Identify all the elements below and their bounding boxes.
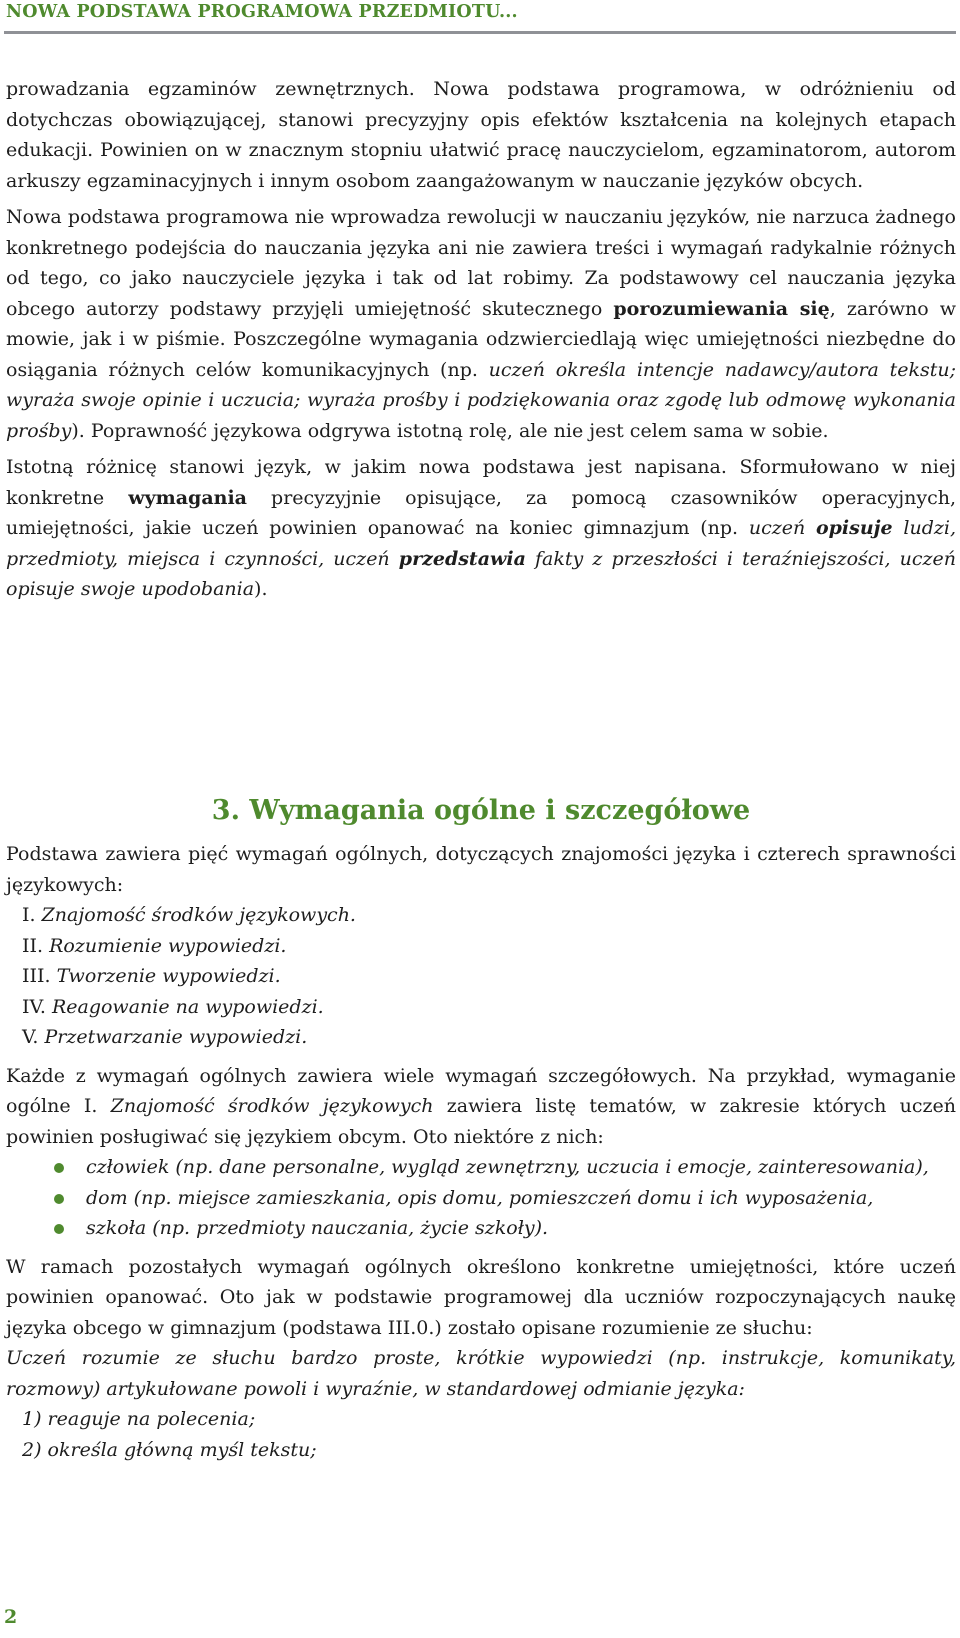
list-item-number: I. (22, 904, 36, 926)
section-3 (6, 789, 956, 1465)
paragraph-1: prowadzania egzaminów zewnętrznych. Nowa podstawa programowa, w odróżnieniu od dotychczas obowiązującej, stanowi precyzyjny opis efektów kształcenia na kolejnych etapach edukacji. Powinien on w znacznym stopniu ułatwić pracę nauczycielom, egzaminatorom, autorom arkuszy egzaminacyjnych i innym osobom zaangażowanym w nauczanie języków obcych. (6, 78, 956, 192)
section-paragraph-2-text-b: zawiera listę tematów, w zakresie których uczeń powinien posługiwać się językiem obcym. Oto niektóre z nich: (6, 1095, 956, 1148)
paragraph-3-bold: wymagania (128, 486, 247, 509)
section-paragraph-4: Uczeń rozumie ze słuchu bardzo proste, krótkie wypowiedzi (np. instrukcje, komunikaty, rozmowy) artykułowane powoli i wyraźnie, w standardowej odmianie języka: (6, 1347, 956, 1400)
list-item-text: Reagowanie na wypowiedzi. (51, 995, 324, 1018)
paragraph-3-text-b: precyzyjnie opisujące, za pomocą czasowników operacyjnych, umiejętności, jakie uczeń powinien opanować na koniec gimnazjum (np. (6, 486, 956, 539)
list-item-number: IV. (22, 995, 46, 1018)
section-title: 3. Wymagania ogólne i szczegółowe (211, 795, 751, 826)
section-paragraph-2-italic: Znajomość środków językowych (110, 1095, 434, 1117)
paragraph-2-text-b: , zarówno w mowie, jak i w piśmie. Poszczególne wymagania odzwierciedlają więc umiejętności niezbędne do osiągania różnych celów komunikacyjnych (np. (6, 297, 956, 381)
bullet-icon (54, 1224, 64, 1234)
bullet-icon (54, 1194, 64, 1204)
section-intro: Podstawa zawiera pięć wymagań ogólnych, dotyczących znajomości języka i czterech sprawności językowych: (6, 843, 956, 896)
list-item-text: Znajomość środków językowych. (41, 904, 356, 926)
list-item-text: człowiek (np. dane personalne, wygląd zewnętrzny, uczucia i emocje, zainteresowania), (86, 1156, 929, 1178)
list-item-text: Tworzenie wypowiedzi. (56, 965, 281, 987)
list-item (22, 900, 956, 931)
header-rule (4, 31, 956, 34)
list-item-text: Przetwarzanie wypowiedzi. (44, 1026, 308, 1048)
paragraph-2 (6, 202, 956, 446)
paragraph-2-text-c: ). Poprawność językowa odgrywa istotną rolę, ale nie jest celem sama w sobie. (71, 419, 829, 442)
list-item (6, 1183, 956, 1214)
listening-skills-list (6, 1404, 956, 1465)
list-item (22, 931, 956, 962)
list-item-text: dom (np. miejsce zamieszkania, opis domu, pomieszczeń domu i ich wyposażenia, (86, 1186, 874, 1209)
list-item (6, 1152, 956, 1183)
paragraph-3-text-a: Istotną różnicę stanowi język, w jakim nowa podstawa jest napisana. Sformułowano w niej konkretne (6, 456, 956, 509)
list-item-number: II. (22, 934, 44, 957)
paragraph-3-italic-2: ludzi, przedmioty, miejsca i czynności, uczeń (6, 517, 956, 570)
paragraph-3-bold-italic-1: opisuje (815, 517, 893, 539)
topics-list (6, 1152, 956, 1244)
list-item (22, 961, 956, 992)
paragraph-2-bold: porozumiewania się (613, 297, 830, 320)
section-paragraph-2-text-a: Każde z wymagań ogólnych zawiera wiele wymagań szczegółowych. Na przykład, wymaganie ogólne I. (6, 1064, 956, 1117)
paragraph-3 (6, 452, 956, 605)
running-head: NOWA PODSTAWA PROGRAMOWA PRZEDMIOTU... (6, 2, 518, 22)
section-paragraph-2 (6, 1061, 956, 1153)
bullet-icon (54, 1163, 64, 1173)
list-item-text: szkoła (np. przedmioty nauczania, życie szkoły). (86, 1217, 549, 1239)
list-item: 1) reaguje na polecenia; (22, 1408, 256, 1430)
page-number: 2 (4, 1606, 18, 1628)
paragraph-3-italic-3: fakty z przeszłości i teraźniejszości, uczeń opisuje swoje upodobania (6, 547, 956, 600)
general-requirements-list (6, 900, 956, 1053)
paragraph-3-text-c: ). (254, 578, 268, 600)
list-item (22, 1022, 956, 1053)
list-item-text: Rozumienie wypowiedzi. (49, 934, 287, 957)
paragraph-2-text-a: Nowa podstawa programowa nie wprowadza rewolucji w nauczaniu języków, nie narzuca żadnego konkretnego podejścia do nauczania języka ani nie zawiera treści i wymagań radykalnie różnych od tego, co jako nauczyciele języka i tak od lat robimy. Za podstawowy cel nauczania języka obcego autorzy podstawy przyjęli umiejętność skutecznego (6, 206, 956, 320)
paragraph-2-italic: uczeń określa intencje nadawcy/autora tekstu; wyraża swoje opinie i uczucia; wyraża prośby i podziękowania oraz zgodę lub odmowę wykonania prośby (6, 358, 957, 442)
list-item-number: V. (22, 1026, 39, 1048)
paragraph-3-bold-italic-2: przedstawia (398, 547, 526, 570)
section-paragraph-3: W ramach pozostałych wymagań ogólnych określono konkretne umiejętności, które uczeń powinien opanować. Oto jak w podstawie programowej dla uczniów rozpoczynających naukę języka obcego w gimnazjum (podstawa III.0.) zostało opisane rozumienie ze słuchu: (6, 1255, 956, 1339)
list-item (22, 992, 956, 1023)
intro-text-block (6, 74, 956, 605)
list-item (6, 1213, 956, 1244)
list-item-number: III. (22, 965, 51, 987)
list-item: 2) określa główną myśl tekstu; (22, 1438, 317, 1461)
paragraph-3-italic-1: uczeń (748, 517, 816, 539)
